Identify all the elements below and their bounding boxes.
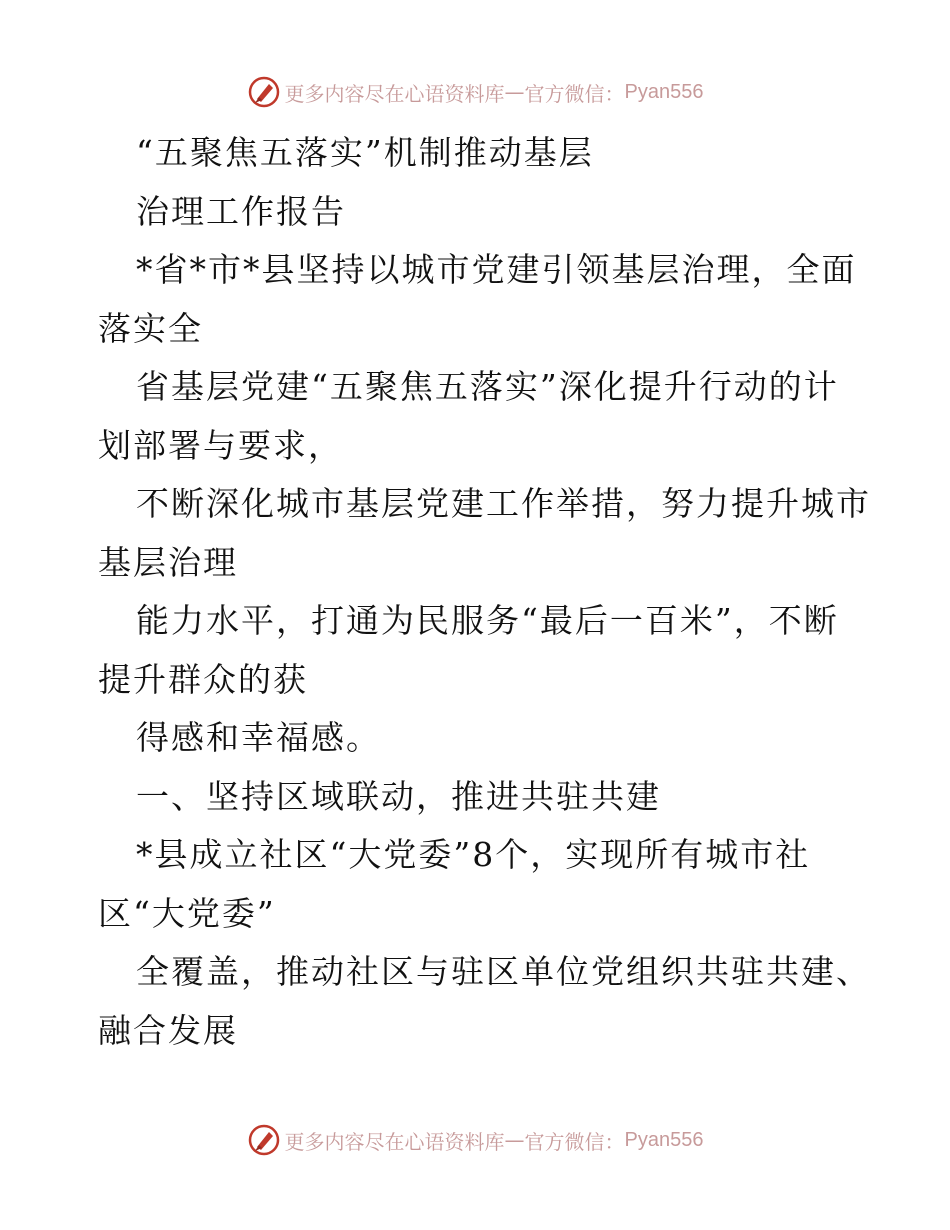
watermark-suffix: 官方微信： xyxy=(524,1129,625,1154)
header-watermark xyxy=(0,72,950,112)
watermark-text: 更多内容尽在心语资料库 xyxy=(284,81,505,106)
paragraph-line: 融合发展 xyxy=(98,1010,238,1050)
paragraph-line: 划部署与要求， xyxy=(98,425,343,465)
section-heading: 一、坚持区域联动，推进共驻共建 xyxy=(136,776,661,816)
pen-logo-icon xyxy=(247,75,281,109)
paragraph-line: *县成立社区“大党委”8个，实现所有城市社 xyxy=(136,835,811,874)
pen-logo-icon xyxy=(247,1123,281,1157)
doc-title-line-2: 治理工作报告 xyxy=(136,191,346,231)
footer-watermark xyxy=(0,1120,950,1160)
paragraph-line: 得感和幸福感。 xyxy=(136,718,381,757)
watermark-suffix: 官方微信： xyxy=(524,81,625,106)
watermark-dash: — xyxy=(504,1128,525,1152)
doc-title-line-1: “五聚焦五落实”机制推动基层 xyxy=(136,133,594,172)
paragraph-line: 不断深化城市基层党建工作举措，努力提升城市 xyxy=(136,484,871,523)
paragraph-line: 能力水平，打通为民服务“最后一百米”，不断 xyxy=(136,601,839,640)
paragraph-line: 全覆盖，推动社区与驻区单位党组织共驻共建、 xyxy=(136,952,871,991)
watermark-id: Pyan556 xyxy=(624,1128,704,1151)
paragraph-line: 基层治理 xyxy=(98,542,238,582)
paragraph-line: 省基层党建“五聚焦五落实”深化提升行动的计 xyxy=(136,367,839,406)
paragraph-line: *省*市*县坚持以城市党建引领基层治理，全面 xyxy=(136,250,857,289)
watermark-id: Pyan556 xyxy=(624,80,704,103)
watermark-dash: — xyxy=(504,80,525,104)
paragraph-line: 落实全 xyxy=(98,308,203,348)
watermark-text: 更多内容尽在心语资料库 xyxy=(284,1129,505,1154)
document-body xyxy=(98,124,871,1060)
paragraph-line: 区“大党委” xyxy=(98,893,276,933)
paragraph-line: 提升群众的获 xyxy=(98,659,308,699)
